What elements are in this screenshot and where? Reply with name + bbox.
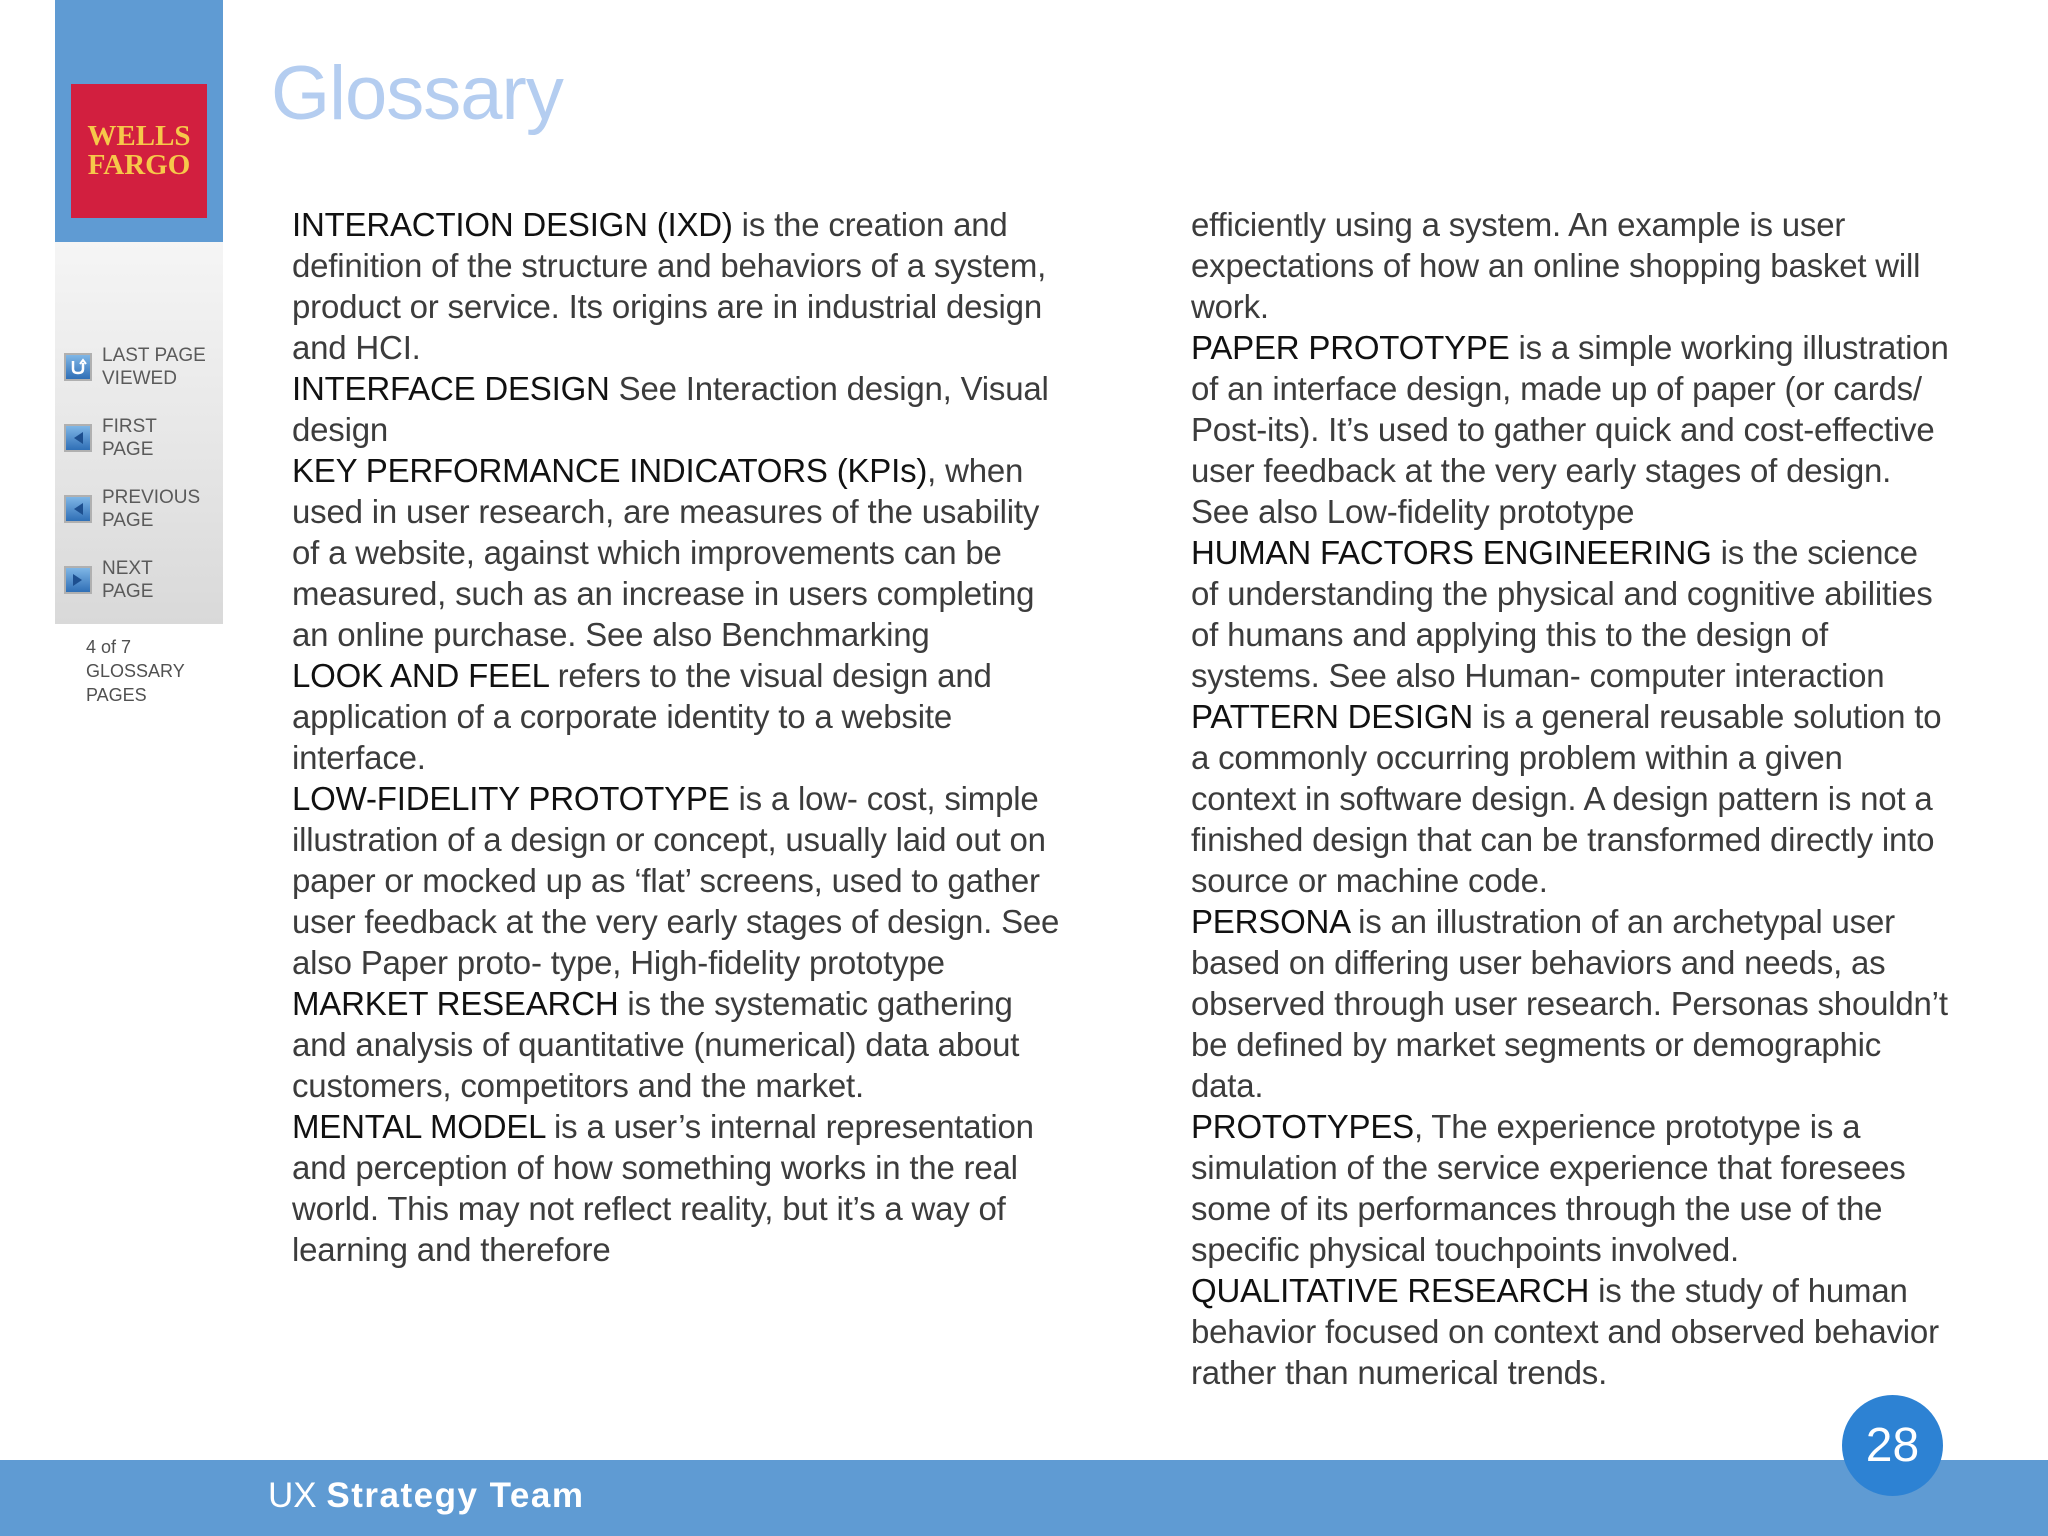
glossary-definition: is the study of human behavior focused on context and observed behavior rather than numerical trends. [1191,1272,1939,1391]
nav-label-next-page: NEXT PAGE [102,558,154,602]
nav-last-page-viewed[interactable] [64,342,224,392]
glossary-term: LOOK AND FEEL [292,657,549,694]
nav-label-previous-page: PREVIOUS PAGE [102,487,201,531]
footer-team: Strategy Team [326,1476,585,1515]
first-page-icon [64,424,92,452]
glossary-definition: , The experience prototype is a simulation of the service experience that foresees some of its performances through the use of the specific physical touchpoints involved. [1191,1108,1906,1268]
glossary-term: PERSONA [1191,903,1350,940]
wells-fargo-logo [71,84,207,218]
glossary-term: MARKET RESEARCH [292,985,619,1022]
nav-label-first-page: FIRST PAGE [102,416,157,460]
glossary-entry [1191,901,1951,1106]
nav-previous-page[interactable] [64,484,224,534]
nav-first-page[interactable] [64,413,224,463]
glossary-entry [292,983,1062,1106]
glossary-entry [1191,327,1951,532]
nav-next-page[interactable] [64,555,224,605]
glossary-definition: See Interaction design, Visual design [292,370,1049,448]
glossary-entry [292,1106,1062,1270]
glossary-definition: refers to the visual design and application of a corporate identity to a website interface. [292,657,992,776]
nav-label-last-page: LAST PAGE VIEWED [102,345,206,389]
page-title: Glossary [271,51,563,136]
glossary-term: QUALITATIVE RESEARCH [1191,1272,1590,1309]
glossary-term: PATTERN DESIGN [1191,698,1474,735]
glossary-term: INTERFACE DESIGN [292,370,610,407]
glossary-definition: is the creation and definition of the structure and behaviors of a system, product or service. Its origins are in industrial design and HCI. [292,206,1047,366]
glossary-definition: is a simple working illustration of an interface design, made up of paper (or cards/ Post-its). It’s used to gather quick and cost-effective user feedback at the very early stages of design. See also Low-fidelity prototype [1191,329,1949,530]
footer-ux: UX [268,1476,317,1515]
glossary-continuation: efficiently using a system. An example is user expectations of how an online shopping basket will work. [1191,206,1921,325]
glossary-entry [1191,1106,1951,1270]
glossary-entry [292,368,1062,450]
glossary-definition: is the science of understanding the physical and cognitive abilities of humans and applying this to the design of systems. See also Human- computer interaction [1191,534,1933,694]
glossary-term: LOW-FIDELITY PROTOTYPE [292,780,730,817]
page-number-badge: 28 [1842,1395,1943,1496]
glossary-column-right [1191,204,1951,1393]
glossary-definition: , when used in user research, are measures of the usability of a website, against which improvements can be measured, such as an increase in users completing an online purchase. See also Benchmarking [292,452,1040,653]
previous-arrow-icon [64,495,92,523]
glossary-definition: is a low- cost, simple illustration of a design or concept, usually laid out on paper or mocked up as ‘flat’ screens, used to gather user feedback at the very early stages of design. See also Paper proto- type, High-fidelity prototype [292,780,1060,981]
page-status: 4 of 7 GLOSSARY PAGES [86,637,185,705]
glossary-entry [1191,1270,1951,1393]
logo-line1: WELLS [87,120,191,152]
glossary-entry [292,204,1062,368]
glossary-definition: is a general reusable solution to a commonly occurring problem within a given context in software design. A design pattern is not a finished design that can be transformed directly into source or machine code. [1191,698,1942,899]
logo-line2: FARGO [87,149,191,181]
glossary-term: KEY PERFORMANCE INDICATORS (KPIs) [292,452,928,489]
glossary-term: MENTAL MODEL [292,1108,546,1145]
glossary-definition: is an illustration of an archetypal user based on differing user behaviors and needs, as observed through user research. Personas shouldn’t be defined by market segments or demographic data. [1191,903,1948,1104]
glossary-term: INTERACTION DESIGN (IXD) [292,206,733,243]
next-arrow-icon [64,566,92,594]
glossary-definition: is a user’s internal representation and perception of how something works in the real world. This may not reflect reality, but it’s a way of learning and therefore [292,1108,1034,1268]
glossary-column-left [292,204,1062,1270]
glossary-entry [1191,532,1951,696]
glossary-entry [292,778,1062,983]
glossary-entry [1191,696,1951,901]
glossary-term: PROTOTYPES [1191,1108,1414,1145]
footer-team-label [268,1474,584,1518]
glossary-definition: is the systematic gathering and analysis of quantitative (numerical) data about customers, competitors and the market. [292,985,1020,1104]
return-arrow-icon [64,353,92,381]
glossary-term: PAPER PROTOTYPE [1191,329,1510,366]
glossary-entry [292,450,1062,655]
glossary-entry [292,655,1062,778]
glossary-term: HUMAN FACTORS ENGINEERING [1191,534,1712,571]
